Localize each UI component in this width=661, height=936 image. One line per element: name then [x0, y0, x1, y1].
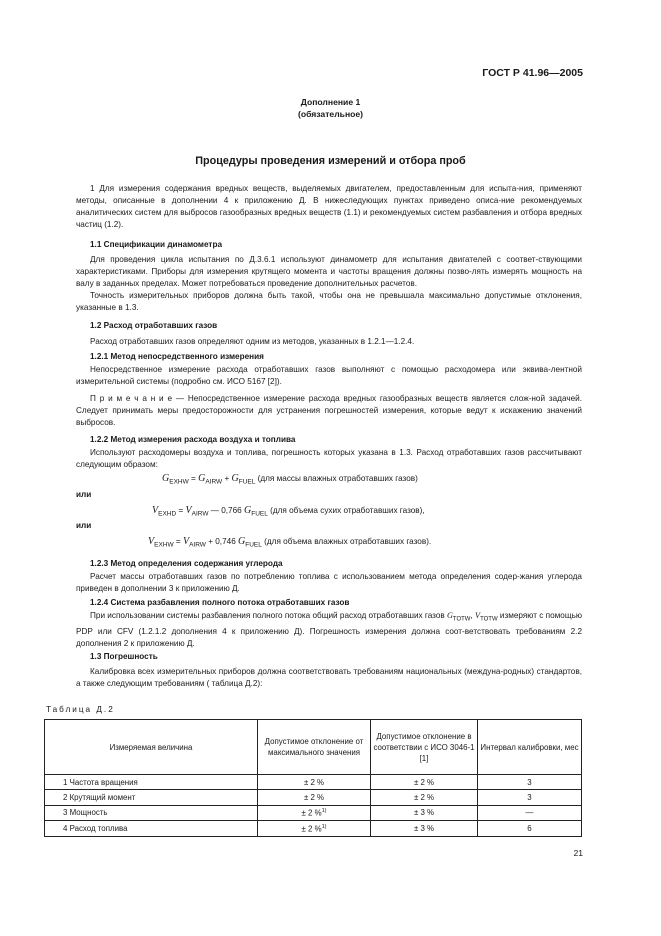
- paragraph-1-2-4: При использовании системы разбавления полного потока общий расход отработавших газов $G_{TOTW}$, $V_{TOTW}$ измеряют с помощью PDP или CFV (1.2.1.2 дополнения 4 к приложению Д). Погрешность измерения должна соот-ветствовать требованиям 2.2 дополнения 2 к приложению Д.: [76, 611, 582, 648]
- note-text: — Непосредственное измерение расхода вредных газообразных веществ является слож-ной задачей. Следует принимать меры предосторожности для устранения погрешностей измерения, которые ведут к искажению значений выбросов.: [76, 394, 582, 428]
- heading-1-2-3: 1.2.3 Метод определения содержания углерода: [90, 559, 283, 568]
- table-cell: ± 3 %: [371, 821, 478, 836]
- note-paragraph: [76, 393, 582, 429]
- formula-3: $V_{EXHW} = V_{AIRW} + 0,746$ $G_{FUEL}$ (для объема влажных отработавших газов).: [148, 536, 432, 549]
- standard-number: ГОСТ Р 41.96—2005: [482, 67, 583, 79]
- paragraph-1-2-3: Расчет массы отработавших газов по потреблению топлива с использованием метода определения содер-жания углерода приведен в дополнении 3 к приложению Д.: [76, 572, 582, 594]
- table-cell: 2 Крутящий момент: [45, 790, 258, 805]
- or-1: или: [76, 490, 92, 499]
- table-row: [45, 775, 582, 790]
- paragraph-1-2-1: Непосредственное измерение расхода отработавших газов выполняют с помощью расходомера или эквива-лентной измерительной системы (подробно см. ИСО 5167 [2]).: [76, 365, 582, 387]
- heading-1-1: 1.1 Спецификации динамометра: [90, 240, 222, 249]
- table-cell: ± 2 %$^{1)}$: [258, 805, 371, 820]
- table-cell: ± 3 %: [371, 805, 478, 820]
- table-cell: 1 Частота вращения: [45, 775, 258, 790]
- supplement-heading: [0, 96, 661, 120]
- paragraph-1-1a: Для проведения цикла испытания по Д.3.6.1 используют динамометр для испытания двигателей с соответ-ствующими характеристиками. Приборы для измерения крутящего момента и частоты вращения должны позво-лять измерять мощность на валу в заданных пределах. Может потребоваться проведение дополнительных расчетов.: [76, 255, 582, 289]
- paragraph-1: 1 Для измерения содержания вредных веществ, выделяемых двигателем, предоставленным для испыта-ния, применяют методы, описанные в дополнении 4 к приложению Д. В нижеследующих пунктах приведено описа-ние рекомендуемых аналитических систем для выбросов газообразных вредных веществ (1.1) и рекомендуемых систем разбавления и отбора вредных частиц (1.2).: [76, 184, 582, 230]
- table-cell: ± 2 %$^{1)}$: [258, 821, 371, 836]
- table-cell: —: [478, 805, 582, 820]
- table-cell: 6: [478, 821, 582, 836]
- note-label: П р и м е ч а н и е: [90, 394, 172, 403]
- table-cell: 4 Расход топлива: [45, 821, 258, 836]
- table-header-cell: Интервал калибровки, мес: [478, 720, 582, 775]
- paragraph-1-2-2: Используют расходомеры воздуха и топлива, погрешность которых указана в 1.3. Расход отработавших газов рассчитывают следующим образом:: [76, 448, 582, 470]
- heading-1-2-2: 1.2.2 Метод измерения расхода воздуха и топлива: [90, 435, 296, 444]
- paragraph-1-1b: Точность измерительных приборов должна быть такой, чтобы она не превышала максимально допустимые отклонения, указанные в 1.3.: [76, 291, 582, 313]
- table-header-cell: Допустимое отклонение в соответствии с ИСО 3046-1 [1]: [371, 720, 478, 775]
- table-header-cell: Допустимое отклонение от максимального значения: [258, 720, 371, 775]
- section-title: Процедуры проведения измерений и отбора проб: [195, 155, 466, 167]
- table-cell: ± 2 %: [371, 790, 478, 805]
- table-cell: ± 2 %: [371, 775, 478, 790]
- table-cell: 3: [478, 775, 582, 790]
- or-2: или: [76, 521, 92, 530]
- paragraph-1-3: Калибровка всех измерительных приборов должна соответствовать требованиям национальных (междуна-родных) стандартов, а также следующим требованиям ( таблица Д.2):: [76, 667, 582, 689]
- heading-1-2-1: 1.2.1 Метод непосредственного измерения: [90, 352, 264, 361]
- table-cell: ± 2 %: [258, 790, 371, 805]
- table-row: [45, 821, 582, 836]
- table-cell: ± 2 %: [258, 775, 371, 790]
- heading-1-2-4: 1.2.4 Система разбавления полного потока отработавших газов: [90, 598, 350, 607]
- heading-1-3: 1.3 Погрешность: [90, 652, 158, 661]
- table-row: [45, 805, 582, 820]
- formula-2: $V_{EXHD} = V_{AIRW}$ — 0,766 $G_{FUEL}$ (для объема сухих отработавших газов),: [152, 505, 425, 518]
- table-cell: 3: [478, 790, 582, 805]
- heading-1-2: 1.2 Расход отработавших газов: [90, 321, 218, 330]
- paragraph-1-2: Расход отработавших газов определяют одним из методов, указанных в 1.2.1—1.2.4.: [90, 337, 415, 346]
- table-cell: 3 Мощность: [45, 805, 258, 820]
- page-number: 21: [573, 848, 583, 858]
- table-header-cell: Измеряемая величина: [45, 720, 258, 775]
- formula-1: $G_{EXHW} = G_{AIRW} + G_{FUEL}$ (для массы влажных отработавших газов): [162, 473, 418, 486]
- supplement-status: (обязательное): [297, 109, 364, 119]
- calibration-table: [44, 719, 582, 837]
- footnote-mark: 1): [321, 808, 327, 815]
- table-caption: Таблица Д.2: [46, 705, 115, 714]
- table-header-row: [45, 720, 582, 775]
- table-row: [45, 790, 582, 805]
- supplement-title: Дополнение 1: [300, 97, 361, 107]
- footnote-mark: 1): [321, 823, 327, 830]
